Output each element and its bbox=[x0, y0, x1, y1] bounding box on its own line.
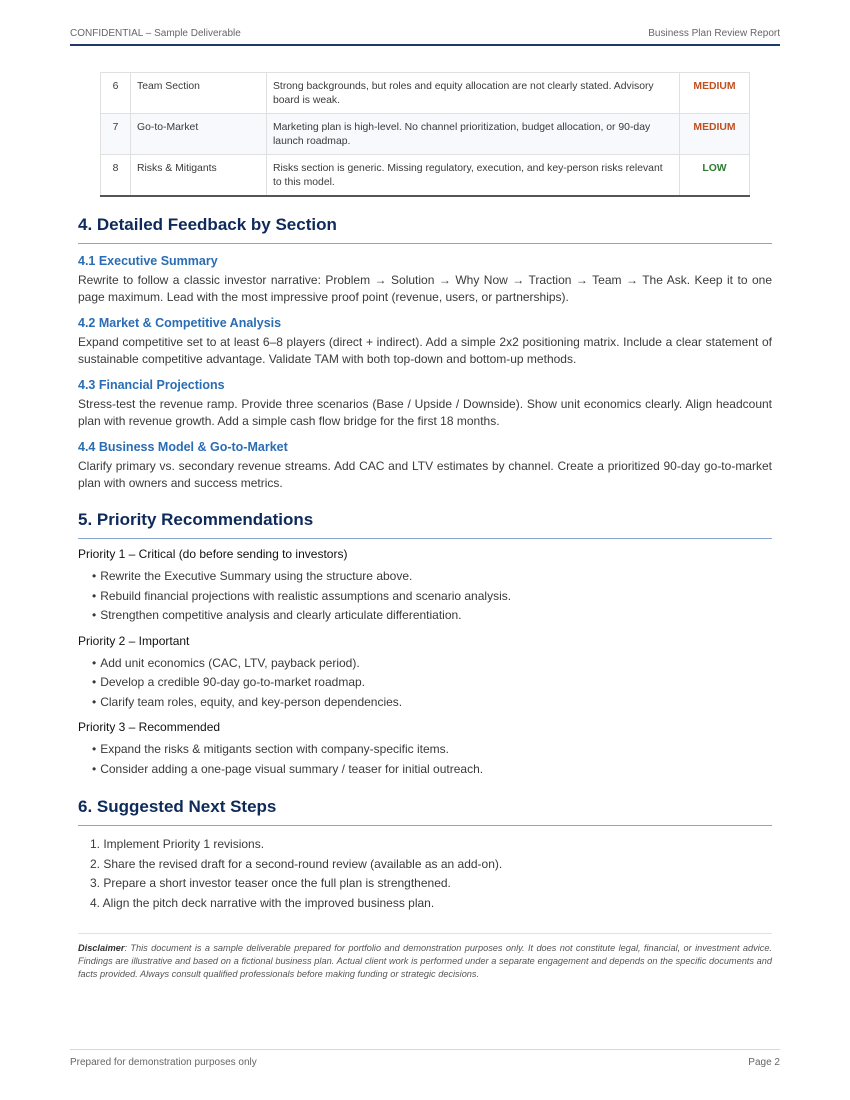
list-item: 4. Align the pitch deck narrative with the improved business plan. bbox=[90, 895, 435, 910]
row-section: Team Section bbox=[131, 73, 267, 114]
subsection-text: Expand competitive set to at least 6–8 players (direct + indirect). Add a simple 2x2 positioning matrix. Include a clear statement of sustainable competitive advantage. Validate TAM with both top-down and bottom-up methods. bbox=[78, 335, 772, 366]
row-number: 7 bbox=[101, 114, 131, 155]
priority-group-heading: Priority 1 – Critical (do before sending to investors) bbox=[78, 547, 348, 561]
section-priority-recommendations bbox=[78, 510, 772, 779]
row-finding: Strong backgrounds, but roles and equity allocation are not clearly stated. Advisory board is weak. bbox=[267, 73, 680, 114]
subsection-text: Rewrite to follow a classic investor narrative: Problem → Solution → Why Now → Traction → Team → The Ask. Keep it to one page maximum. Lead with the most impressive proof point (revenue, users, or partnerships). bbox=[78, 273, 772, 304]
disclaimer-label: Disclaimer bbox=[78, 943, 125, 953]
table-row bbox=[101, 114, 750, 155]
section-4-heading: 4. Detailed Feedback by Section bbox=[78, 215, 772, 244]
row-number: 6 bbox=[101, 73, 131, 114]
list-item: • Expand the risks & mitigants section with company-specific items. bbox=[92, 740, 772, 760]
priority-list bbox=[78, 567, 772, 626]
subsection-heading: 4.4 Business Model & Go-to-Market bbox=[78, 440, 288, 454]
list-item: • Add unit economics (CAC, LTV, payback period). bbox=[92, 654, 772, 674]
subsection-heading: 4.1 Executive Summary bbox=[78, 254, 218, 268]
table-row bbox=[101, 155, 750, 197]
section-5-heading: 5. Priority Recommendations bbox=[78, 510, 772, 539]
row-section: Go-to-Market bbox=[131, 114, 267, 155]
list-item: 3. Prepare a short investor teaser once the full plan is strengthened. bbox=[90, 876, 451, 890]
list-item: 2. Share the revised draft for a second-round review (available as an add-on). bbox=[90, 856, 503, 871]
subsection-text: Clarify primary vs. secondary revenue streams. Add CAC and LTV estimates by channel. Create a prioritized 90-day go-to-market plan with owners and success metrics. bbox=[78, 459, 772, 490]
list-item: • Strengthen competitive analysis and clearly articulate differentiation. bbox=[92, 606, 772, 626]
priority-group-heading: Priority 2 – Important bbox=[78, 633, 190, 648]
page-header bbox=[70, 28, 780, 46]
page-number: Page 2 bbox=[748, 1057, 780, 1068]
row-finding: Risks section is generic. Missing regulatory, execution, and key-person risks relevant to this model. bbox=[267, 155, 680, 197]
subsection-heading: 4.3 Financial Projections bbox=[78, 378, 225, 392]
row-priority-badge: MEDIUM bbox=[680, 114, 750, 155]
subsection-text: Stress-test the revenue ramp. Provide three scenarios (Base / Upside / Downside). Show unit economics clearly. Align headcount plan with revenue growth. Add a simple cash flow bridge for the first 18 months. bbox=[78, 397, 772, 428]
row-priority-badge: LOW bbox=[680, 155, 750, 197]
list-item: • Develop a credible 90-day go-to-market roadmap. bbox=[92, 673, 772, 693]
disclaimer bbox=[78, 933, 772, 981]
list-item: • Consider adding a one-page visual summary / teaser for initial outreach. bbox=[92, 760, 772, 780]
disclaimer-text: : This document is a sample deliverable prepared for portfolio and demonstration purposes only. It does not constitute legal, financial, or investment advice. Findings are illustrative and based on a fictional business plan. Actual client work is performed under a separate engagement and depends on the specific documents and facts provided. Always consult qualified professionals before making funding or strategic decisions. bbox=[78, 943, 772, 979]
row-finding: Marketing plan is high-level. No channel prioritization, budget allocation, or 90-day launch roadmap. bbox=[267, 114, 680, 155]
header-report-title: Business Plan Review Report bbox=[648, 28, 780, 39]
list-item: • Clarify team roles, equity, and key-person dependencies. bbox=[92, 693, 772, 713]
section-6-heading: 6. Suggested Next Steps bbox=[78, 797, 772, 826]
priority-list bbox=[78, 654, 772, 713]
row-number: 8 bbox=[101, 155, 131, 197]
table-row bbox=[101, 73, 750, 114]
section-next-steps bbox=[78, 797, 772, 913]
list-item: • Rewrite the Executive Summary using the structure above. bbox=[92, 567, 772, 587]
page-footer bbox=[70, 1049, 780, 1068]
list-item: 1. Implement Priority 1 revisions. bbox=[90, 837, 265, 851]
findings-table bbox=[100, 72, 750, 197]
priority-group-heading: Priority 3 – Recommended bbox=[78, 720, 221, 734]
section-detailed-feedback bbox=[78, 215, 772, 492]
next-steps-list bbox=[78, 835, 772, 913]
priority-list bbox=[78, 740, 772, 779]
row-priority-badge: MEDIUM bbox=[680, 73, 750, 114]
list-item: • Rebuild financial projections with realistic assumptions and scenario analysis. bbox=[92, 587, 772, 607]
footer-note: Prepared for demonstration purposes only bbox=[70, 1057, 257, 1068]
subsection-heading: 4.2 Market & Competitive Analysis bbox=[78, 316, 282, 330]
header-confidential-label: CONFIDENTIAL – Sample Deliverable bbox=[70, 28, 241, 39]
main-content bbox=[78, 72, 772, 981]
row-section: Risks & Mitigants bbox=[131, 155, 267, 197]
